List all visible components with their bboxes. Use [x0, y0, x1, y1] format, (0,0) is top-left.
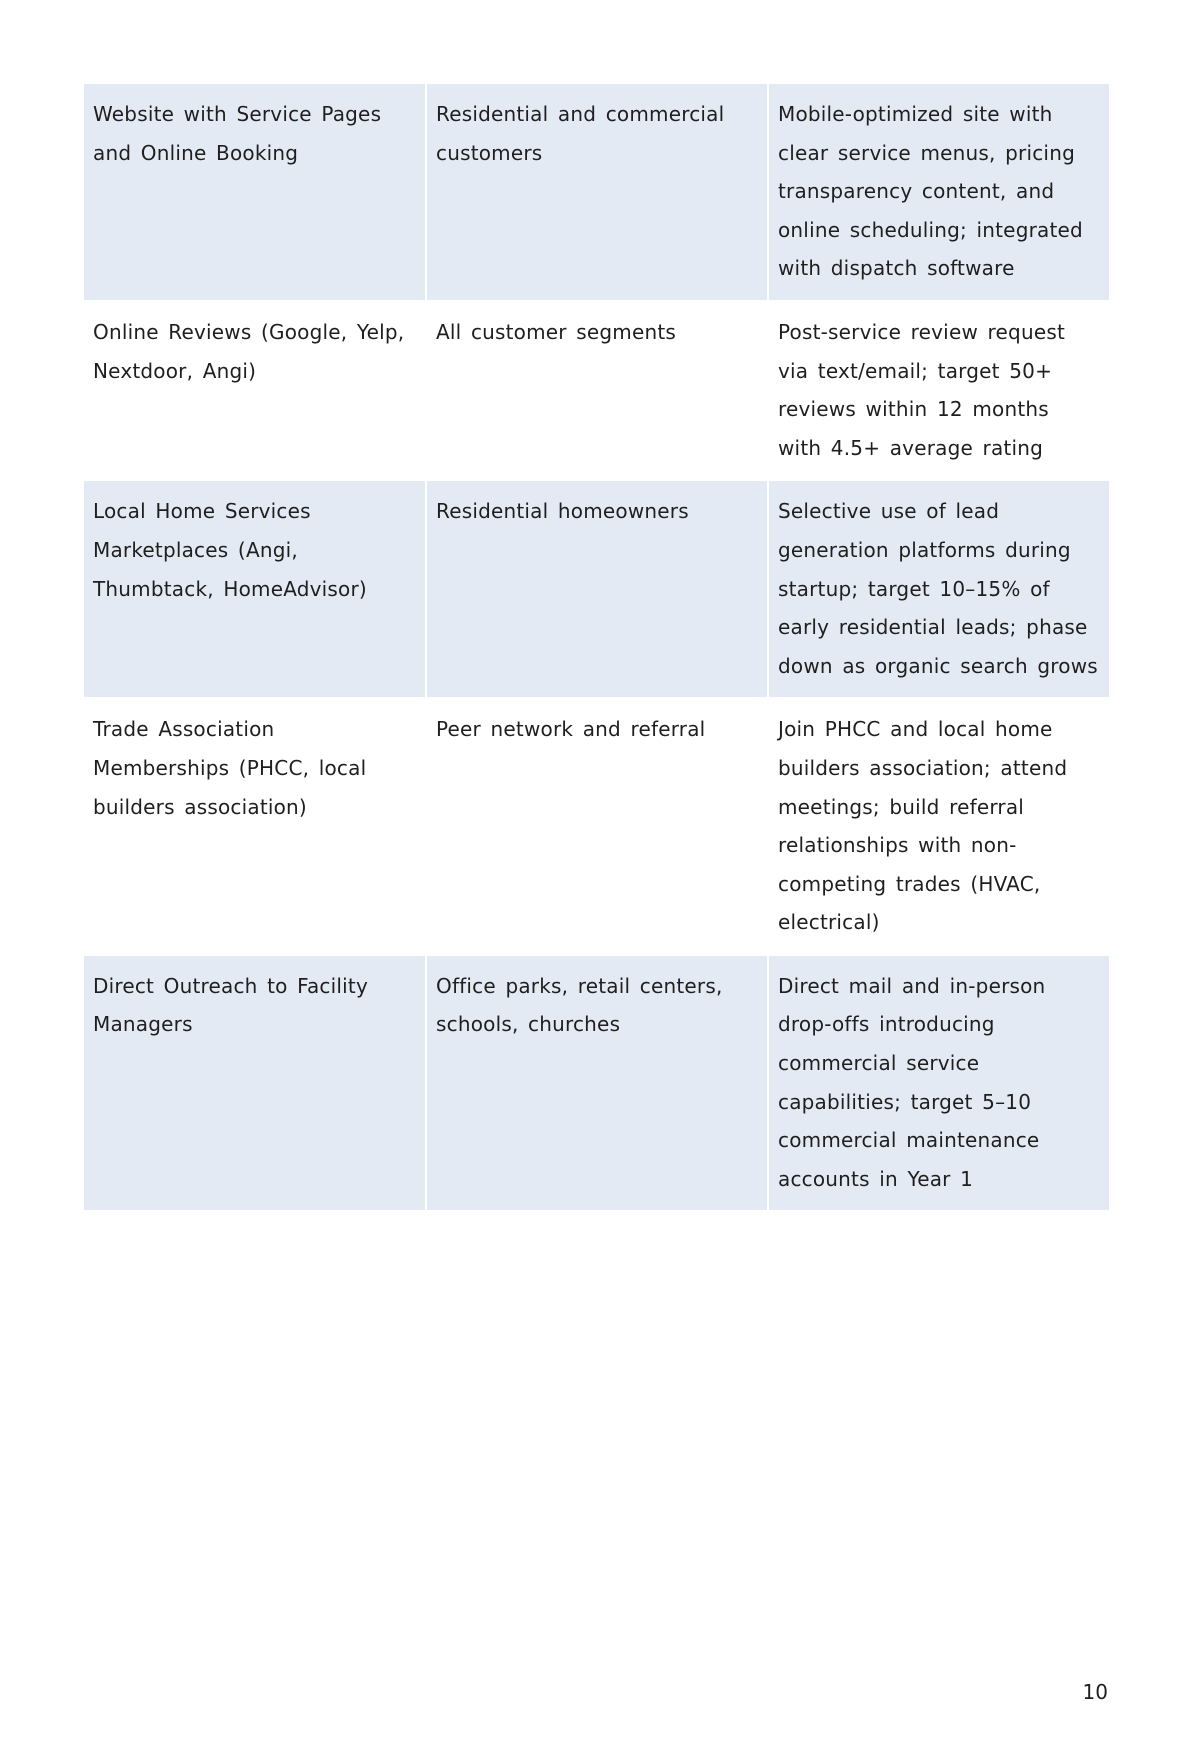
channel-cell: Local Home Services Marketplaces (Angi, Thumbtack, HomeAdvisor): [84, 479, 425, 697]
table-row: [84, 479, 1109, 697]
audience-cell: Residential and commercial customers: [425, 84, 767, 300]
table-row: [84, 697, 1109, 954]
audience-cell: Peer network and referral: [425, 697, 767, 954]
page-number: 10: [1082, 1680, 1108, 1704]
approach-cell: Mobile-optimized site with clear service menus, pricing transparency content, and online scheduling; integrated with dispatch software: [767, 84, 1109, 300]
audience-cell: All customer segments: [425, 300, 767, 479]
audience-cell: Office parks, retail centers, schools, churches: [425, 954, 767, 1211]
table-row: [84, 300, 1109, 479]
approach-cell: Selective use of lead generation platforms during startup; target 10–15% of early residential leads; phase down as organic search grows: [767, 479, 1109, 697]
table-row: [84, 954, 1109, 1211]
approach-cell: Post-service review request via text/email; target 50+ reviews within 12 months with 4.5+ average rating: [767, 300, 1109, 479]
audience-cell: Residential homeowners: [425, 479, 767, 697]
channel-cell: Direct Outreach to Facility Managers: [84, 954, 425, 1211]
approach-cell: Direct mail and in-person drop-offs introducing commercial service capabilities; target 5–10 commercial maintenance accounts in Year 1: [767, 954, 1109, 1211]
channel-cell: Trade Association Memberships (PHCC, local builders association): [84, 697, 425, 954]
table-row: [84, 84, 1109, 300]
marketing-channels-table: [84, 84, 1109, 1210]
channel-cell: Online Reviews (Google, Yelp, Nextdoor, Angi): [84, 300, 425, 479]
channel-cell: Website with Service Pages and Online Booking: [84, 84, 425, 300]
approach-cell: Join PHCC and local home builders association; attend meetings; build referral relationships with non-competing trades (HVAC, electrical): [767, 697, 1109, 954]
